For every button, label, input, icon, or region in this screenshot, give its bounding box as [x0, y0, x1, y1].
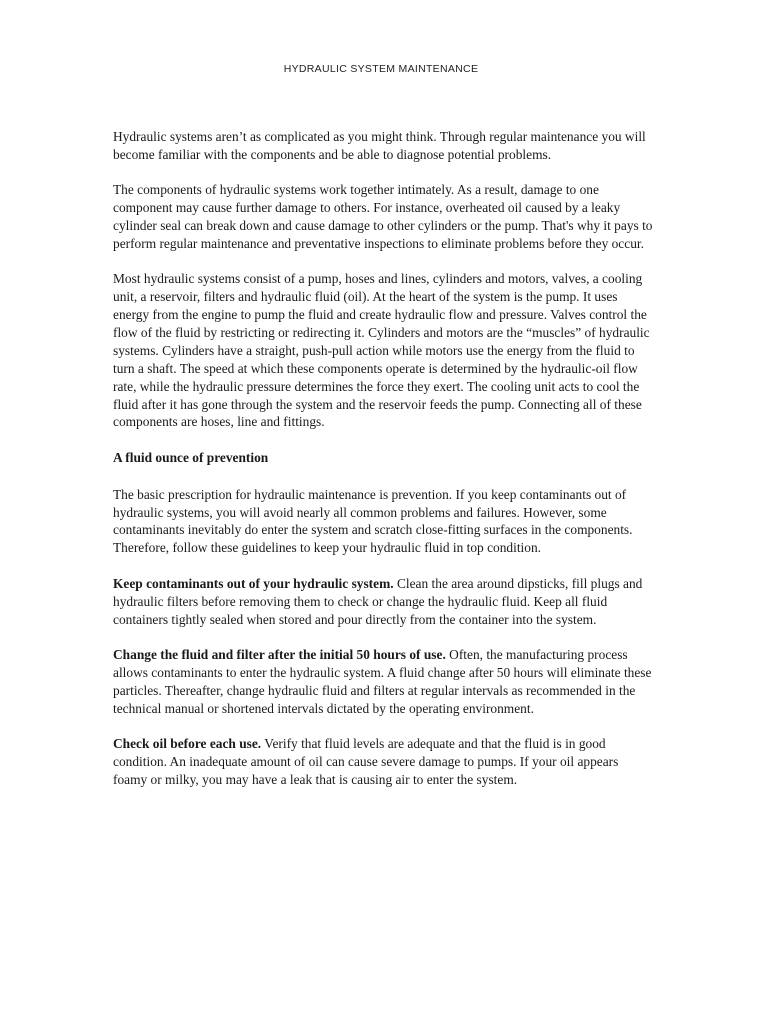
paragraph-fluid-change-body: Often, the manufacturing process allows contaminants to enter the hydraulic system. A fluid change after 50 hours will eliminate these particles. Thereafter, change hydraulic fluid and filters at regular intervals as recommended in the technical manual or shortened intervals dictated by the operating environment.	[113, 646, 652, 716]
paragraph-contaminants	[113, 575, 653, 629]
paragraph-contaminants-lead: Keep contaminants out of your hydraulic system.	[113, 575, 394, 591]
paragraph-fluid-change	[113, 646, 653, 718]
paragraph-contaminants-body: Clean the area around dipsticks, fill plugs and hydraulic filters before removing them to check or change the hydraulic fluid. Keep all fluid containers tightly sealed when stored and pour directly from the container into the system.	[113, 575, 643, 627]
section-heading	[113, 449, 653, 467]
paragraph-prevention: The basic prescription for hydraulic maintenance is prevention. If you keep contaminants out of hydraulic systems, you will avoid nearly all common problems and failures. However, some contaminants inevitably do enter the system and scratch close-fitting surfaces in the components. Therefore, follow these guidelines to keep your hydraulic fluid in top condition.	[113, 486, 633, 556]
document-title: HYDRAULIC SYSTEM MAINTENANCE	[283, 63, 479, 75]
paragraph-check-oil-body: Verify that fluid levels are adequate and that the fluid is in good condition. An inadequate amount of oil can cause severe damage to pumps. If your oil appears foamy or milky, you may have a leak that is causing air to enter the system.	[113, 735, 619, 787]
document-body	[113, 128, 653, 806]
paragraph-check-oil	[113, 735, 653, 789]
paragraph-fluid-change-lead: Change the fluid and filter after the initial 50 hours of use.	[113, 646, 446, 662]
paragraph-check-oil-lead: Check oil before each use.	[113, 735, 262, 751]
paragraph-intro: Hydraulic systems aren’t as complicated as you might think. Through regular maintenance you will become familiar with the components and be able to diagnose potential problems.	[113, 129, 646, 162]
paragraph-system-overview: Most hydraulic systems consist of a pump, hoses and lines, cylinders and motors, valves, a cooling unit, a reservoir, filters and hydraulic fluid (oil). At the heart of the system is the pump. It uses energy from the engine to pump the fluid and create hydraulic flow and pressure. Valves control the flow of the fluid by restricting or redirecting it. Cylinders and motors are the “muscles” of hydraulic systems. Cylinders have a straight, push-pull action while motors use the energy from the fluid to turn a shaft. The speed at which these components operate is determined by the hydraulic-oil flow rate, while the hydraulic pressure determines the force they exert. The cooling unit acts to cool the fluid after it has gone through the system and the reservoir feeds the pump. Connecting all of these components are hoses, line and fittings.	[113, 271, 650, 430]
section-heading-text: A fluid ounce of prevention	[113, 449, 269, 465]
paragraph-components: The components of hydraulic systems work together intimately. As a result, damage to one component may cause further damage to others. For instance, overheated oil caused by a leaky cylinder seal can break down and cause damage to other cylinders or the pump. That's why it pays to perform regular maintenance and preventative inspections to eliminate problems before they occur.	[113, 182, 653, 251]
